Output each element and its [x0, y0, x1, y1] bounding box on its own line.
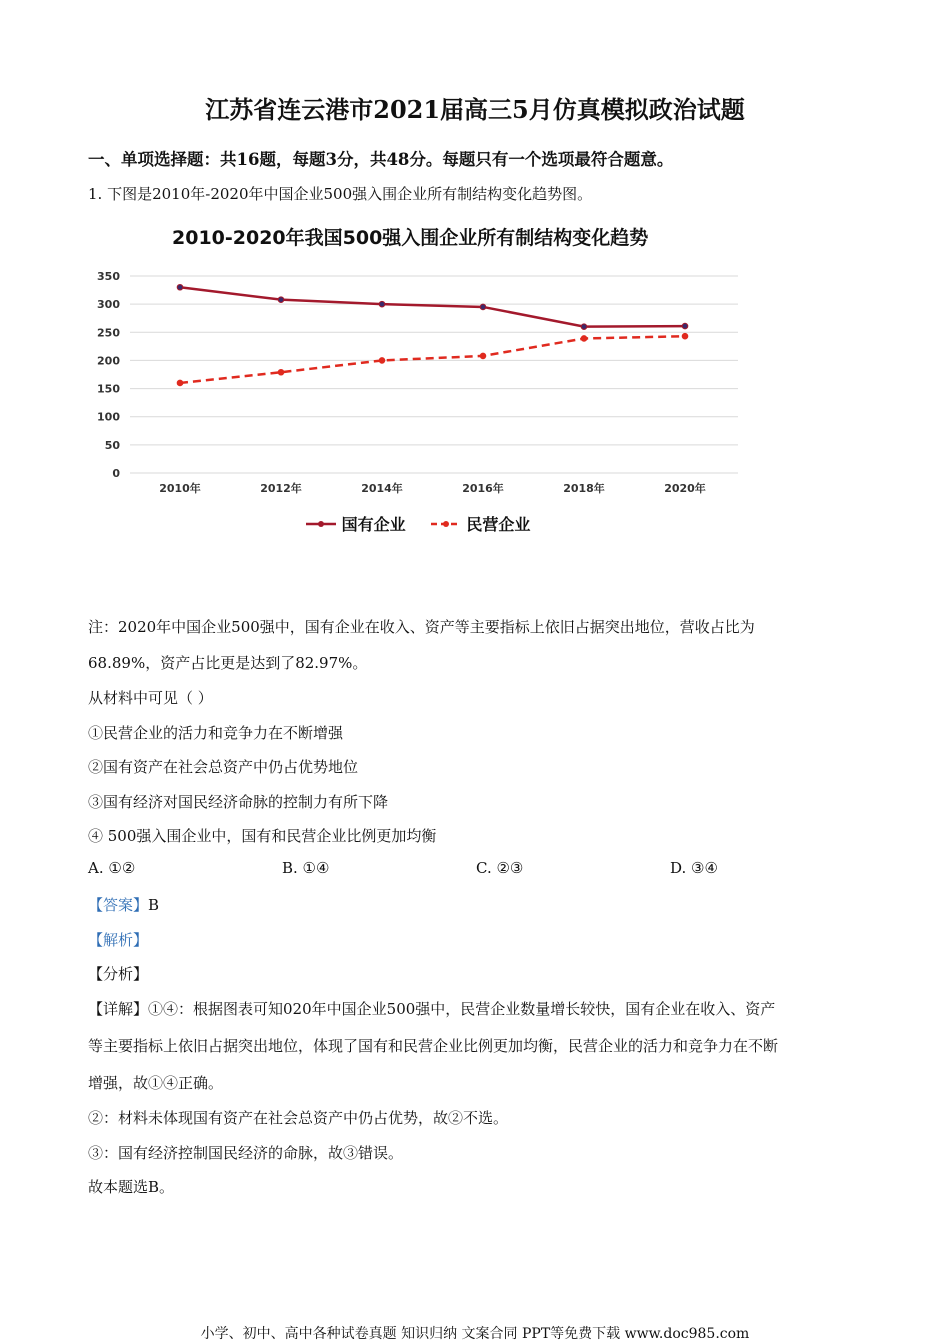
statement-3: ③国有经济对国民经济命脉的控制力有所下降	[88, 793, 389, 811]
x-tick-label: 2012年	[260, 482, 302, 495]
data-point-private	[177, 380, 183, 386]
answer-label: 【答案】	[88, 896, 149, 914]
question-prompt: 从材料中可见（ ）	[88, 689, 213, 707]
page-footer: 小学、初中、高中各种试卷真题 知识归纳 文案合同 PPT等免费下载 www.doc985.com	[200, 1326, 750, 1342]
data-point-state	[480, 304, 486, 310]
chart-title: 2010-2020年我国500强入围企业所有制结构变化趋势	[172, 227, 649, 249]
detail-line-6: 故本题选B。	[88, 1178, 175, 1196]
data-point-state	[581, 324, 587, 330]
x-tick-label: 2018年	[563, 482, 605, 495]
legend-swatch-state	[306, 518, 336, 530]
y-tick-label: 200	[97, 354, 120, 368]
detail-text-1: ①④：根据图表可知020年中国企业500强中，民营企业数量增长较快，国有企业在收入、资产	[148, 1000, 776, 1018]
legend-swatch-private	[431, 518, 461, 530]
statement-2: ②国有资产在社会总资产中仍占优势地位	[88, 758, 359, 776]
x-tick-label: 2014年	[361, 482, 403, 495]
section-heading: 一、单项选择题：共16题，每题3分，共48分。每题只有一个选项最符合题意。	[88, 150, 674, 169]
option-a: A. ①②	[88, 859, 136, 877]
answer-value: B	[148, 896, 160, 914]
note-line-2: 68.89%，资产占比更是达到了82.97%。	[88, 654, 368, 672]
y-tick-label: 100	[97, 410, 120, 424]
y-tick-label: 350	[97, 270, 120, 283]
data-point-private	[480, 353, 486, 359]
data-point-state	[278, 297, 284, 303]
data-point-private	[581, 336, 587, 342]
detail-line-1	[88, 998, 775, 1019]
x-tick-label: 2010年	[159, 482, 201, 495]
data-point-private	[379, 358, 385, 364]
x-tick-label: 2020年	[664, 482, 706, 495]
series-line-private	[180, 336, 685, 383]
legend-label-private: 民营企业	[466, 515, 531, 534]
y-tick-label: 300	[97, 298, 120, 312]
data-point-private	[278, 369, 284, 375]
data-point-state	[177, 284, 183, 290]
answer-line	[88, 894, 159, 915]
line-chart	[88, 258, 768, 508]
detail-line-5: ③：国有经济控制国民经济的命脉，故③错误。	[88, 1144, 404, 1162]
detail-line-2: 等主要指标上依旧占据突出地位，体现了国有和民营企业比例更加均衡，民营企业的活力和竞争力在不断	[88, 1037, 779, 1055]
data-point-state	[379, 301, 385, 307]
statement-4: ④ 500强入围企业中，国有和民营企业比例更加均衡	[88, 827, 437, 845]
statement-1: ①民营企业的活力和竞争力在不断增强	[88, 724, 344, 742]
chart-legend	[306, 512, 530, 535]
y-tick-label: 150	[97, 382, 120, 396]
detail-line-3: 增强，故①④正确。	[88, 1074, 224, 1092]
document-title: 江苏省连云港市2021届高三5月仿真模拟政治试题	[205, 95, 745, 124]
analysis-label: 【解析】	[88, 931, 149, 949]
data-point-private	[682, 333, 688, 339]
option-d: D. ③④	[670, 859, 718, 877]
x-tick-label: 2016年	[462, 482, 504, 495]
detail-line-4: ②：材料未体现国有资产在社会总资产中仍占优势，故②不选。	[88, 1109, 509, 1127]
series-line-state	[180, 287, 685, 326]
option-b: B. ①④	[282, 859, 330, 877]
y-tick-label: 250	[97, 326, 120, 340]
note-line-1: 注：2020年中国企业500强中，国有企业在收入、资产等主要指标上依旧占据突出地位，营收占比为	[88, 618, 755, 636]
data-point-state	[682, 323, 688, 329]
y-tick-label: 50	[104, 438, 120, 452]
y-tick-label: 0	[112, 467, 120, 480]
detail-label: 【详解】	[88, 1000, 149, 1018]
question-stem: 1. 下图是2010年-2020年中国企业500强入围企业所有制结构变化趋势图。	[88, 185, 593, 203]
legend-label-state: 国有企业	[341, 515, 406, 534]
option-c: C. ②③	[476, 859, 524, 877]
fenxi-label: 【分析】	[88, 965, 149, 983]
